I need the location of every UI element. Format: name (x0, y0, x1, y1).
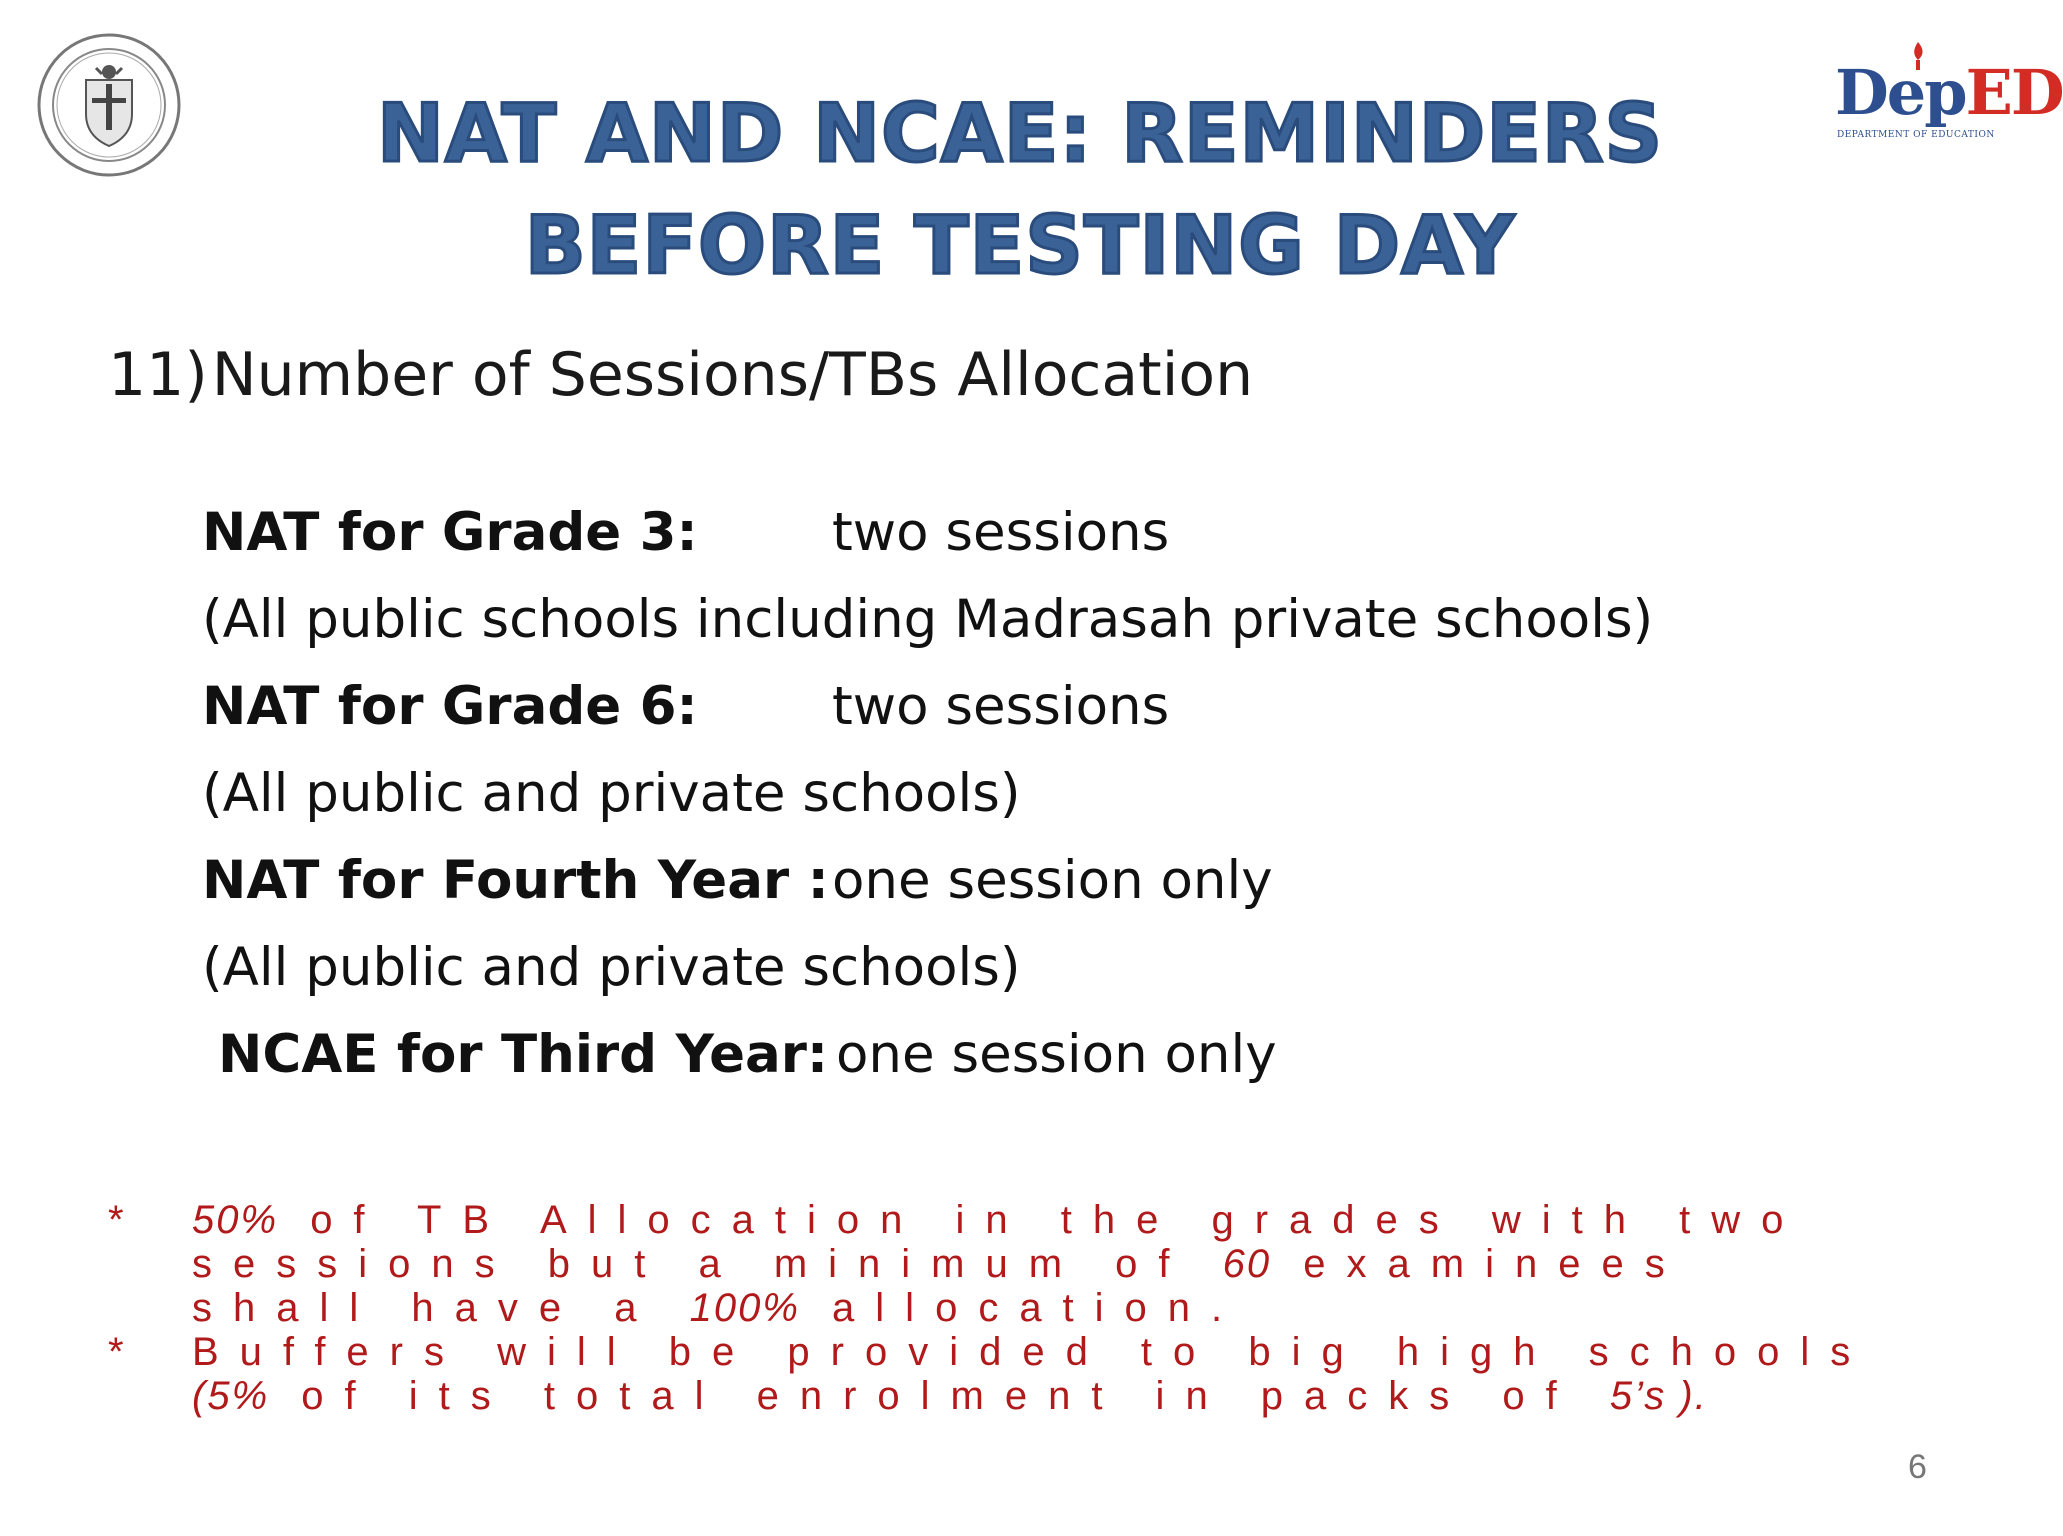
item-ncae (218, 1018, 1277, 1092)
deped-logo (1835, 40, 2063, 150)
deped-logo-subtitle: DEPARTMENT OF EDUCATION (1837, 130, 1995, 140)
footnote-text: examinees shall have a (192, 1242, 1686, 1330)
footnote (108, 1198, 1888, 1330)
item-grade6 (202, 670, 1170, 744)
heading-text: Number of Sessions/TBs Allocation (211, 340, 1254, 410)
item-value: two sessions (832, 676, 1170, 737)
footnote-percent: 100% (689, 1286, 800, 1330)
deped-logo-dep: Dep (1835, 56, 1966, 129)
item-note: (All public and private schools) (202, 937, 1021, 998)
item-label: NAT for Fourth Year : (202, 850, 829, 911)
footnotes (108, 1198, 1888, 1418)
item-note: (All public schools including Madrasah private schools) (202, 589, 1654, 650)
title-line-2: BEFORE TESTING DAY (524, 199, 1516, 292)
footnote-number: 60 (1222, 1242, 1272, 1286)
footnote-text: Buffers will be provided to big high schools (192, 1330, 1872, 1374)
section-heading (108, 340, 1253, 410)
footnote-text: of TB Allocation in the grades with two sessions but a minimum of (192, 1198, 1805, 1286)
school-seal-logo (36, 32, 182, 178)
page-number: 6 (1908, 1448, 1927, 1486)
item-value: one session only (832, 850, 1273, 911)
title-line-1: NAT AND NCAE: REMINDERS (376, 87, 1664, 180)
item-label: NCAE for Third Year: (218, 1024, 829, 1085)
footnote-percent: 50% (192, 1198, 279, 1242)
item-grade3 (202, 496, 1170, 570)
item-value: one session only (836, 1024, 1277, 1085)
item-value: two sessions (832, 502, 1170, 563)
footnote-text: of its total enrolment in packs of (301, 1374, 1578, 1418)
footnote-tail: 5’s ). (1609, 1374, 1708, 1418)
footnote-star: * (108, 1198, 124, 1242)
item-label: NAT for Grade 6: (202, 676, 698, 737)
item-label: NAT for Grade 3: (202, 502, 698, 563)
footnote-star: * (108, 1330, 124, 1374)
footnote-percent: (5% (192, 1374, 270, 1418)
item-note: (All public and private schools) (202, 763, 1021, 824)
footnote-text: allocation. (832, 1286, 1244, 1330)
item-fourth-year (202, 844, 1273, 918)
deped-logo-ed: ED (1965, 56, 2063, 129)
footnote (108, 1330, 1888, 1418)
slide-title (330, 78, 1710, 302)
heading-number: 11) (108, 340, 208, 410)
